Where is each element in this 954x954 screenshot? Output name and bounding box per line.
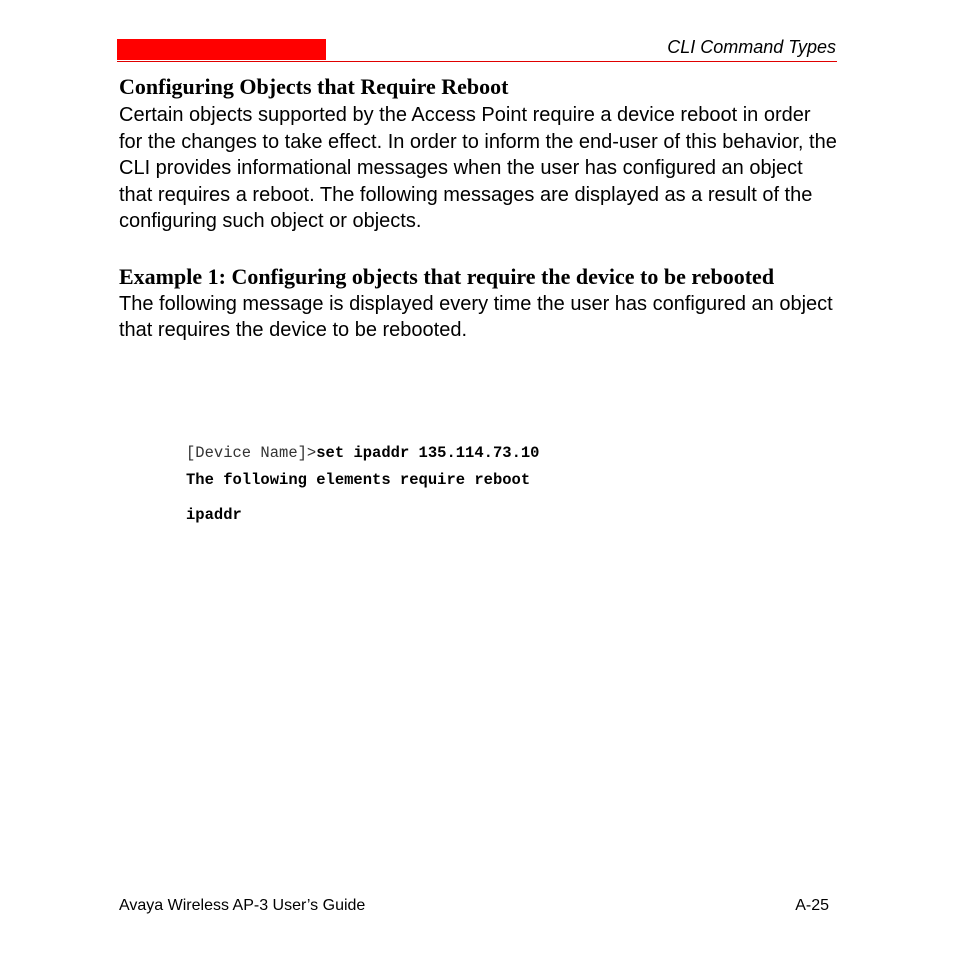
header-rule [117,61,837,62]
page-content [119,72,839,344]
section-paragraph: Certain objects supported by the Access Point require a device reboot in order for the changes to take effect. In order to inform the end-user of this behavior, the CLI provides informational messages when the user has configured an object that requires a reboot. The following messages are displayed as a result of the configuring such object or objects. [119,104,837,232]
example-heading: Example 1: Configuring objects that require the device to be rebooted [119,263,775,289]
footer-doc-title: Avaya Wireless AP-3 User’s Guide [119,897,366,914]
footer-page-number: A-25 [795,897,829,914]
section-heading: Configuring Objects that Require Reboot [119,74,509,99]
example-paragraph: The following message is displayed every time the user has configured an object that requires the device to be rebooted. [119,292,833,341]
cli-prompt: [Device Name]> [186,444,317,462]
running-header-title: CLI Command Types [667,37,836,57]
cli-command: set ipaddr 135.114.73.10 [316,444,540,462]
header-accent-bar [117,39,326,60]
code-output-line-1: The following elements require reboot [186,471,531,489]
code-output-line-2: ipaddr [186,506,242,524]
code-command-line [186,443,539,463]
